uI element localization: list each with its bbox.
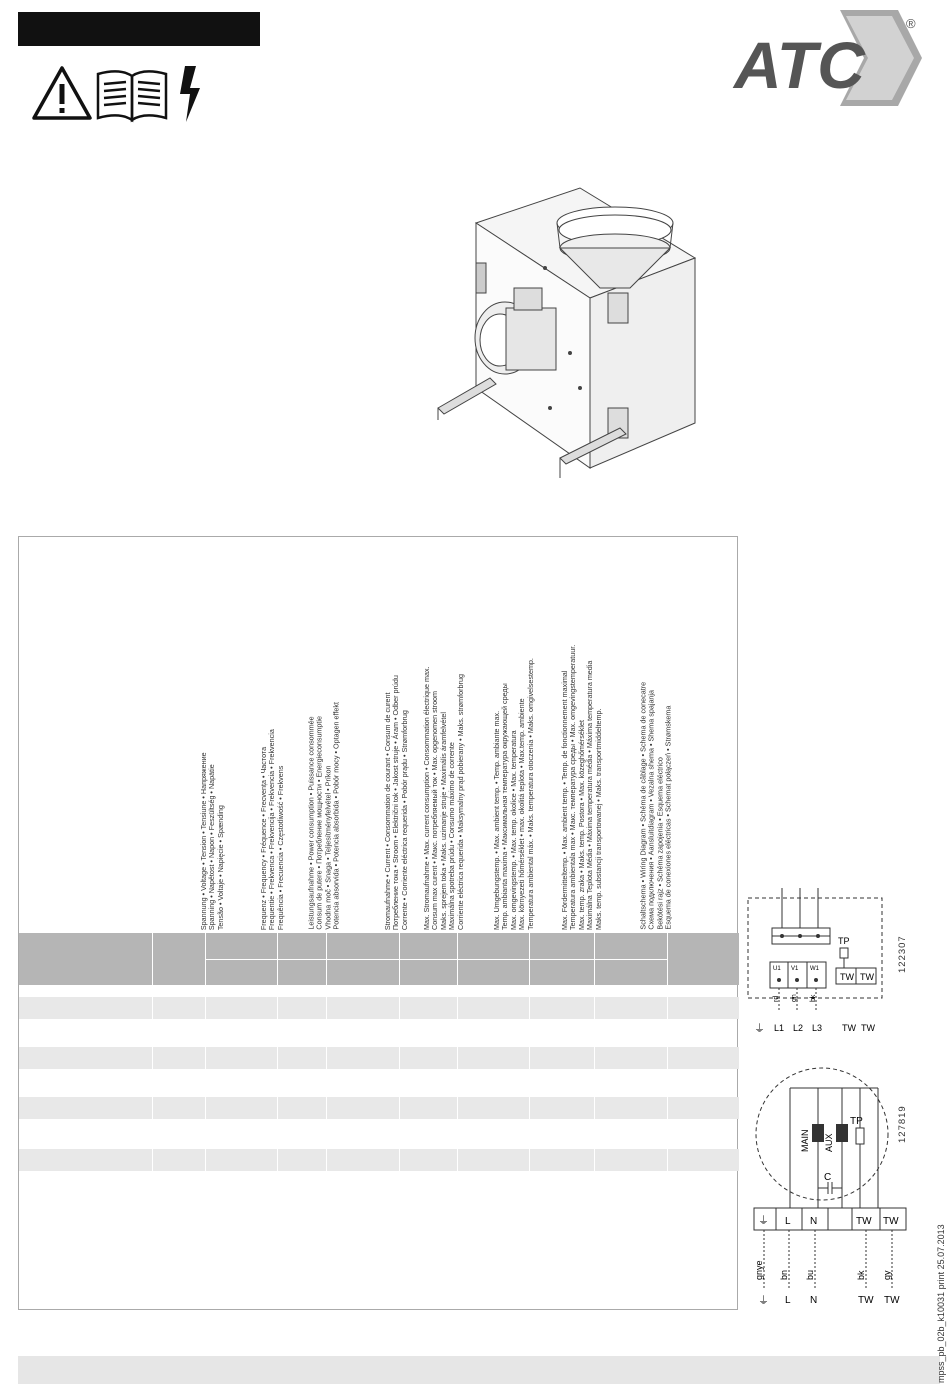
tw-label: TW — [860, 972, 874, 982]
aux-coil-label: AUX — [824, 1133, 834, 1152]
terminal-tw: TW — [883, 1216, 899, 1227]
main-coil-label: MAIN — [800, 1129, 810, 1152]
wiring-diagram-1phase — [742, 1058, 912, 1320]
terminal-w1: W1 — [810, 966, 819, 972]
wire-gnye: gnye — [754, 1260, 764, 1280]
header-line: Consum max curent • Макс. потребляемый ток • Max. opgenomen stroom — [430, 691, 440, 930]
header-line: Stromaufnahme • Current • Consommation de courant • Consum de curent — [382, 692, 392, 930]
earth-symbol: ⏚ — [754, 1023, 765, 1035]
tp-label: TP — [838, 936, 850, 946]
header-line: Потребление тока • Stroom • Električni tok • Jakost struje • Áram • Odber prúdu — [391, 674, 401, 930]
manual-book-icon — [98, 71, 166, 120]
fan-unit-illustration — [430, 178, 700, 488]
wire-bu: bu — [805, 1269, 815, 1280]
table-row — [19, 1047, 739, 1069]
wire-bn: bn — [779, 1269, 789, 1280]
table-row — [19, 1097, 739, 1119]
tw-label: TW — [840, 972, 854, 982]
table-row — [19, 1149, 739, 1171]
header-line: Temp. ambianta maxima • Максимальная температура окружающей среды — [500, 683, 510, 930]
header-line: Maks. temp. substancji transportowanej • Maks. transportmiddeltemp. — [593, 708, 603, 930]
header-line: Max. Stromaufnahme • Max. current consumption • Consommation électrique max. — [422, 666, 432, 930]
brand-name: ATC — [734, 28, 865, 102]
header-line: Spannung • Voltage • Tension • Tensiune • Напряжение — [198, 752, 208, 930]
header-line: Maks. sprejem toka • Maks. uzimanje struje • Maximális áramfelvétel — [438, 712, 448, 930]
label-tw: TW — [858, 1295, 874, 1306]
header-line: Bekötési rajz • Schéma zapojenia • Esquema eléctrico — [655, 757, 665, 930]
wiring-diagram-3phase — [742, 888, 892, 1036]
registered-mark: ® — [906, 16, 916, 31]
label-tw: TW — [884, 1295, 900, 1306]
header-line: Temperatura ambiental máx. • Maks. temperatura otoczenia • Maks. omgivelsestemp. — [525, 658, 535, 930]
capacitor-label: C — [824, 1172, 832, 1183]
header-line: Spanning • Napětost • Napon • Feszültség • Napätie — [207, 764, 217, 930]
label-tw: TW — [842, 1023, 856, 1033]
atc-logo — [728, 8, 928, 112]
wire-gy: gy — [882, 1270, 892, 1280]
safety-icons — [30, 62, 220, 124]
diagram-code-1: 122307 — [897, 935, 908, 973]
terminal-u1: U1 — [773, 966, 781, 972]
header-line: Leistungsaufnahme • Power consumption • Puissance consommée — [306, 716, 316, 930]
header-line: Schaltschema • Wiring Diagram • Schéma de câblage • Schema de conecatre — [638, 682, 648, 930]
table-header-block — [19, 933, 739, 985]
title-bar — [18, 12, 260, 46]
column-header-wiring — [638, 537, 739, 930]
print-info: mpss_pb_02b_k10031 print 25.07.2013 — [936, 1224, 946, 1383]
header-line: Max. Umgebungstemp. • Max. ambient temp. • Temp. ambiante max. — [492, 710, 502, 930]
header-line: Max. omgevingstemp. • Max. temp. okolice • Max. temperatura — [508, 730, 518, 930]
header-line: Consum de putere • Потребление мощности • Energieconsumptie — [314, 716, 324, 930]
header-line: Vhodna moč • Snaga • Teljesítményfelvétel • Príkon — [323, 765, 333, 930]
electric-bolt-icon — [180, 66, 200, 122]
header-line: Maximálna spotreba prúdu • Consumo máximo de corrente — [447, 742, 457, 930]
label-l: L — [785, 1295, 791, 1306]
wire-bk: bk — [810, 994, 817, 1002]
header-line: Esquema de conexiones eléctricas • Schemat połączeń • Strømskema — [663, 706, 673, 930]
table-row — [19, 997, 739, 1019]
header-line: Frequenz • Frequency • Fréquence • Frecvența • Частота — [258, 746, 268, 930]
warning-triangle-icon — [34, 68, 90, 118]
wire-gn: gn — [791, 994, 798, 1002]
label-n: N — [810, 1295, 818, 1306]
terminal-l: L — [785, 1216, 791, 1227]
header-line: Frequentie • Frekvenca • Frekvencija • Frekvencia • Frekvencia — [267, 728, 277, 930]
earth-symbol: ⏚ — [758, 1215, 769, 1227]
footer-bar — [18, 1356, 940, 1384]
terminal-n: N — [810, 1216, 818, 1227]
header-line: Corriente eléctrica requerida • Maksymalny prąd pobierany • Maks. strømforbrug — [455, 674, 465, 930]
label-l1: L1 — [774, 1023, 785, 1033]
terminal-v1: V1 — [791, 966, 799, 972]
earth-symbol: ⏚ — [758, 1295, 769, 1307]
header-line: Corrente • Corriente eléctrica requerida • Pobór prądu • Strømforbrug — [399, 709, 409, 930]
label-l3: L3 — [812, 1023, 823, 1033]
header-line: Схема подключения • Aansluitdiagram • Vezalna shema • Shema spajanja — [646, 690, 656, 930]
header-line: Potencia absorvida • Potencia absorbida • Pobór mocy • Optagen effekt — [331, 702, 341, 930]
label-l2: L2 — [793, 1023, 804, 1033]
wire-bk: bk — [856, 1270, 866, 1280]
wire-rd: rd — [773, 995, 780, 1002]
tp-label: TP — [850, 1116, 863, 1127]
label-tw: TW — [861, 1023, 875, 1033]
header-line: Max. temp. zraka • Maks. temp. Postora • Max. közeghőmérséklet — [576, 720, 586, 930]
header-line: Temperatura ambientala max • Макс. температура среды • Max. omgevingstemperatuur. — [568, 644, 578, 930]
header-line: Max. Fördermitteltemp. • Max. ambient temp. • Temp. de fonctionnement maximal — [560, 670, 570, 930]
header-line: Max. környezeti hőmérséklet • max. okolitá teplota • Max.temp. ambiente — [517, 698, 527, 930]
header-line: Tensão • Voltaje • Napięcie • Spænding — [215, 804, 225, 930]
diagram-code-2: 127819 — [897, 1105, 908, 1143]
terminal-tw: TW — [856, 1216, 872, 1227]
header-line: Maximálna Teplota Média • Máxima temperatura média • Máxima temperatura media — [585, 660, 595, 930]
specification-table — [18, 536, 738, 1310]
header-line: Frequência • Frecuencia • Częstotliwość • Frekvens — [275, 765, 285, 930]
